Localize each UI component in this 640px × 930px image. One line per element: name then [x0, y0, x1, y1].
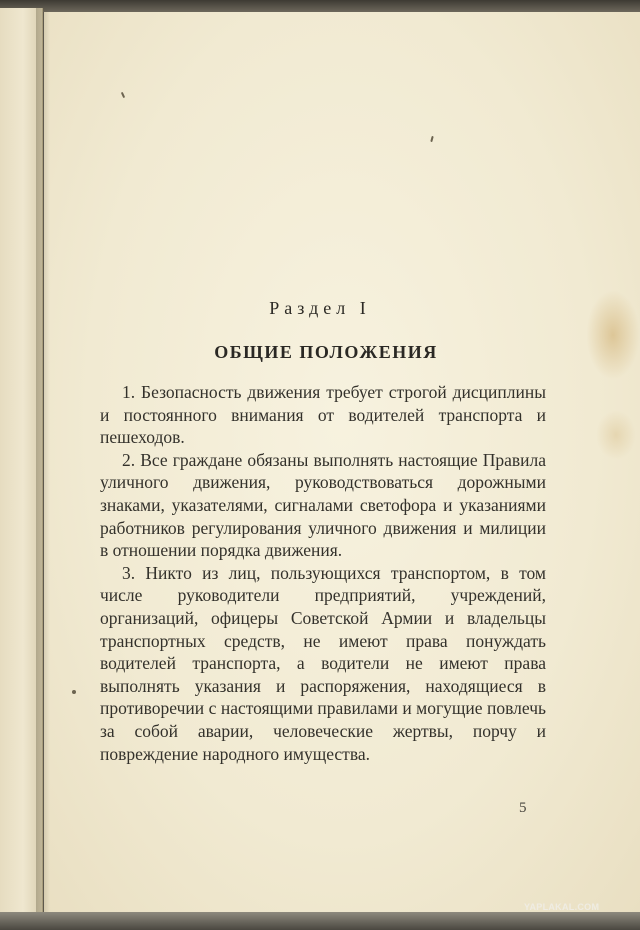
paper-stain-small [596, 410, 636, 460]
paragraph-3: 3. Никто из лиц, пользующихся транспортом, в том числе руководители предприятий, учреждений, организаций, офицеры Советской Армии и владельцы транспортных средств, не имеют права понуждать водителей транспорта, а водители не имеют права выполнять указания и распоряжения, находящиеся в противоречии с настоящими правилами и могущие повлечь за собой аварии, человеческие жертвы, порчу и повреждение народного имущества. [100, 562, 546, 764]
ink-speck [72, 690, 76, 694]
body-text [100, 381, 546, 765]
section-heading: ОБЩИЕ ПОЛОЖЕНИЯ [214, 342, 438, 362]
paragraph-2: 2. Все граждане обязаны выполнять настоящие Правила уличного движения, руководствоваться дорожными знаками, указателями, сигналами светофора и указаниями работников регулирования уличного движения и милиции в отношении порядка движения. [100, 449, 546, 561]
page-number: 5 [519, 800, 527, 816]
scan-bottom-edge [0, 912, 640, 930]
gutter-shadow [36, 8, 50, 914]
site-watermark: YAPLAKAL.COM [524, 902, 600, 912]
section-label: Раздел I [269, 298, 371, 318]
paragraph-1: 1. Безопасность движения требует строгой дисциплины и постоянного внимания от водителей транспорта и пешеходов. [100, 382, 546, 448]
scan-top-edge [0, 0, 640, 12]
